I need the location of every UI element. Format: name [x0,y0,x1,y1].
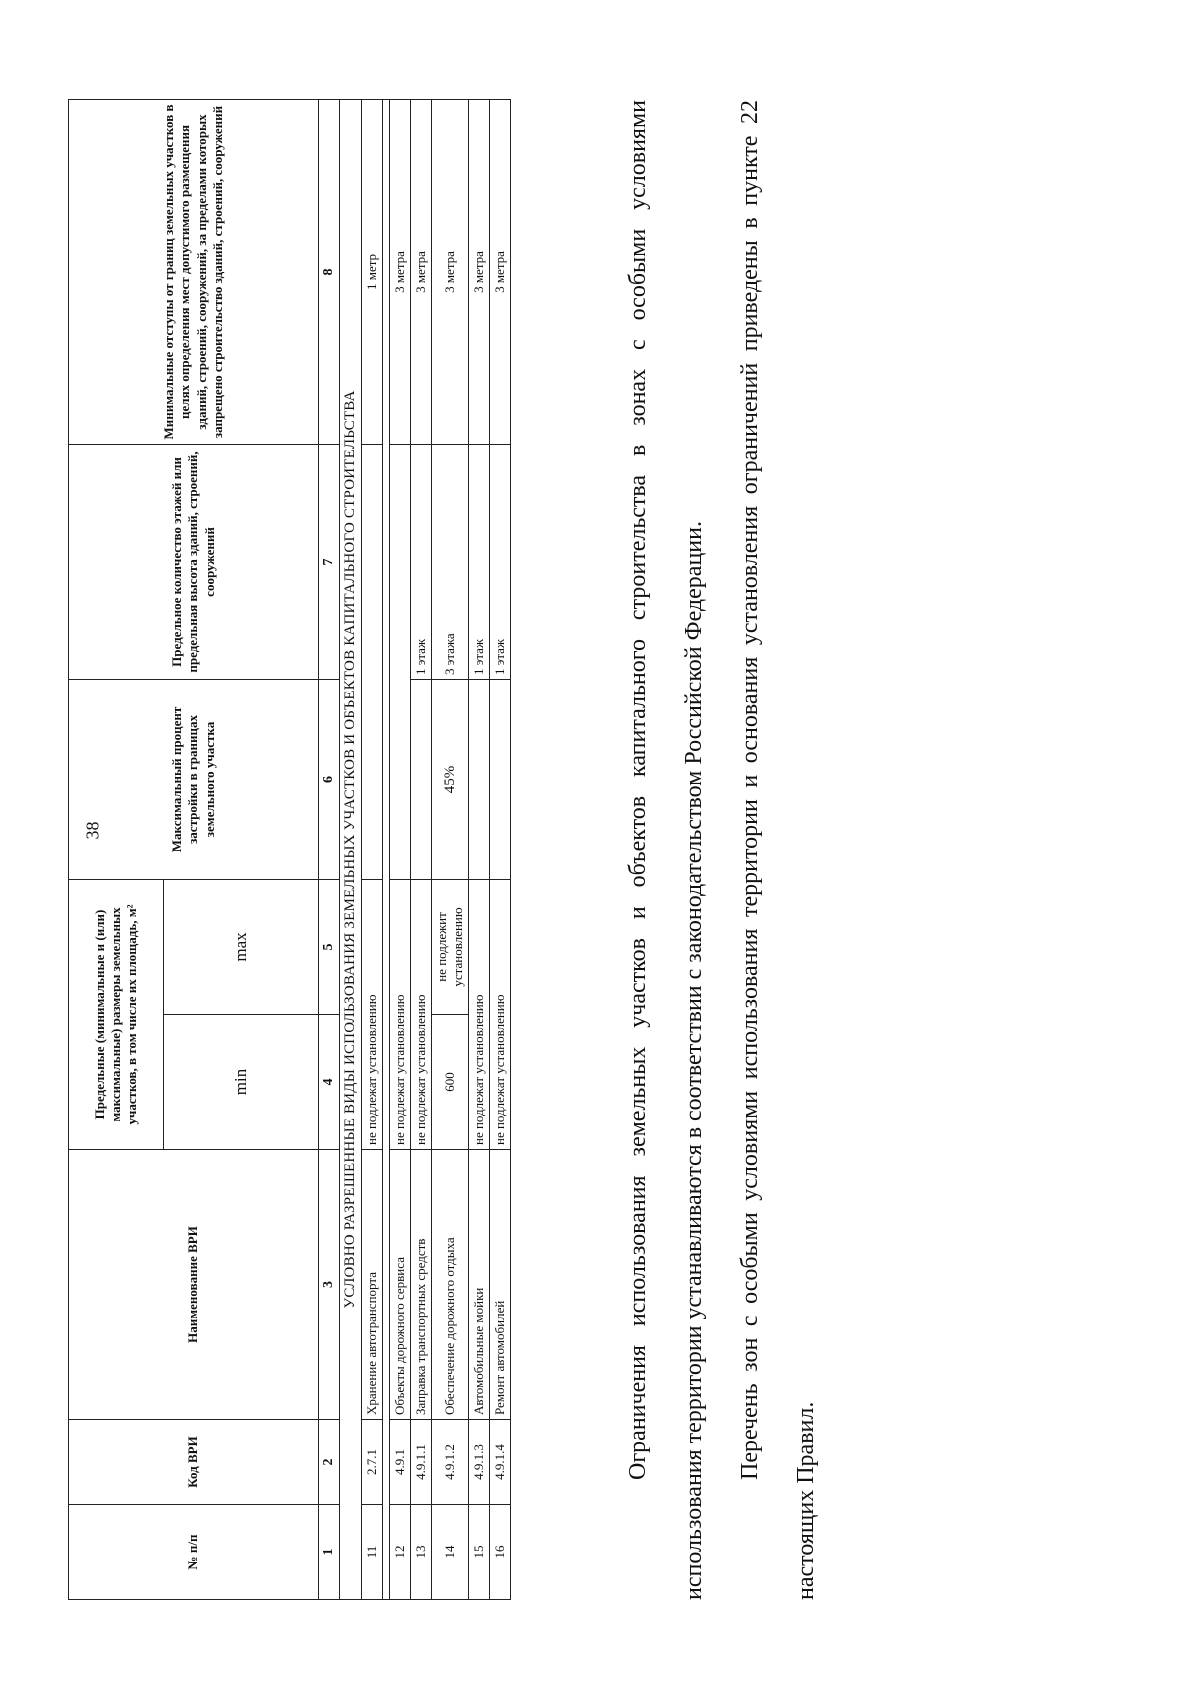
row-floors: 3 этажа [432,444,469,679]
row-empty [362,444,383,879]
row-name: Автомобильные мойки [469,1150,490,1420]
row-code: 4.9.1.2 [432,1420,469,1505]
row-sizes: не подлежат установлению [411,879,432,1149]
row-sizes: не подлежат установлению [390,879,411,1149]
row-name: Заправка транспортных средств [411,1150,432,1420]
row-percent: 45% [432,679,469,879]
header-setbacks: Минимальные отступы от границ земельных участков в целях определения мест допустимого размещения зданий, строений, сооружений, за пределами которых запрещено строительство зданий, строений, сооружений [69,99,319,444]
header-code: Код ВРИ [69,1420,319,1505]
row-code: 4.9.1.4 [490,1420,511,1505]
row-code: 2.7.1 [362,1420,383,1505]
col-number: 4 [319,1015,340,1150]
row-code: 4.9.1.1 [411,1420,432,1505]
row-sizes: не подлежат установлению [469,879,490,1149]
row-number: 14 [432,1505,469,1600]
header-floors: Предельное количество этажей или предельная высота зданий, строений, сооружений [69,444,319,679]
col-number: 3 [319,1150,340,1420]
header-max: max [164,879,319,1014]
row-number: 16 [490,1505,511,1600]
row-floors: 1 этаж [411,444,432,679]
header-max-percent: Максимальный процент застройки в границах земельного участка [69,679,319,879]
row-name: Хранение автотранспорта [362,1150,383,1420]
header-name: Наименование ВРИ [69,1150,319,1420]
row-name: Ремонт автомобилей [490,1150,511,1420]
row-min: 600 [432,1015,469,1150]
col-number: 5 [319,879,340,1014]
rotated-content [50,100,1180,1600]
header-sizes: Предельные (минимальные и (или) максимальные) размеры земельных участков, в том числе их площадь, м² [69,879,164,1149]
row-code: 4.9.1.3 [469,1420,490,1505]
row-number: 11 [362,1505,383,1600]
row-setback: 3 метра [432,99,469,444]
page-number: 38 [82,821,103,840]
column-number-row [319,99,340,1599]
paragraph-restrictions: Ограничения использования земельных участков и объектов капитального строительства в зонах с особыми условиями использования территории устанавливаются в соответствии с законодательством Российской Федерации. [625,100,707,1600]
row-percent [411,679,432,879]
row-floors: 1 этаж [469,444,490,679]
col-number: 8 [319,99,340,444]
row-setback: 1 метр [362,99,383,444]
row-setback: 3 метра [490,99,511,444]
table-row [411,99,432,1599]
table-row [432,99,469,1599]
row-sizes: не подлежат установлению [490,879,511,1149]
table-row [469,99,490,1599]
row-separator [383,99,390,1599]
row-code: 4.9.1 [390,1420,411,1505]
row-setback: 3 метра [390,99,411,444]
row-number: 13 [411,1505,432,1600]
row-floors: 1 этаж [490,444,511,679]
col-number: 6 [319,679,340,879]
row-percent [490,679,511,879]
header-min: min [164,1015,319,1150]
col-number: 2 [319,1420,340,1505]
header-number: № п/п [69,1505,319,1600]
row-setback: 3 метра [469,99,490,444]
section-title: УСЛОВНО РАЗРЕШЕННЫЕ ВИДЫ ИСПОЛЬЗОВАНИЯ ЗЕМЕЛЬНЫХ УЧАСТКОВ И ОБЪЕКТОВ КАПИТАЛЬНОГО СТРОИТЕЛЬСТВА [340,99,362,1599]
table-row [490,99,511,1599]
table-row [390,99,411,1599]
row-number: 15 [469,1505,490,1600]
row-number: 12 [390,1505,411,1600]
row-max: не подлежит установлению [432,879,469,1014]
col-number: 7 [319,444,340,679]
table-row [362,99,383,1599]
row-empty [390,444,411,879]
row-name: Объекты дорожного сервиса [390,1150,411,1420]
row-name: Обеспечение дорожного отдыха [432,1150,469,1420]
row-setback: 3 метра [411,99,432,444]
paragraph-list: Перечень зон с особыми условиями использования территории и основания установления ограничений приведены в пункте 22 настоящих Правил. [737,100,819,1600]
col-number: 1 [319,1505,340,1600]
regulations-table [68,99,511,1600]
row-percent [469,679,490,879]
row-sizes: не подлежат установлению [362,879,383,1149]
body-paragraph [610,100,834,1600]
